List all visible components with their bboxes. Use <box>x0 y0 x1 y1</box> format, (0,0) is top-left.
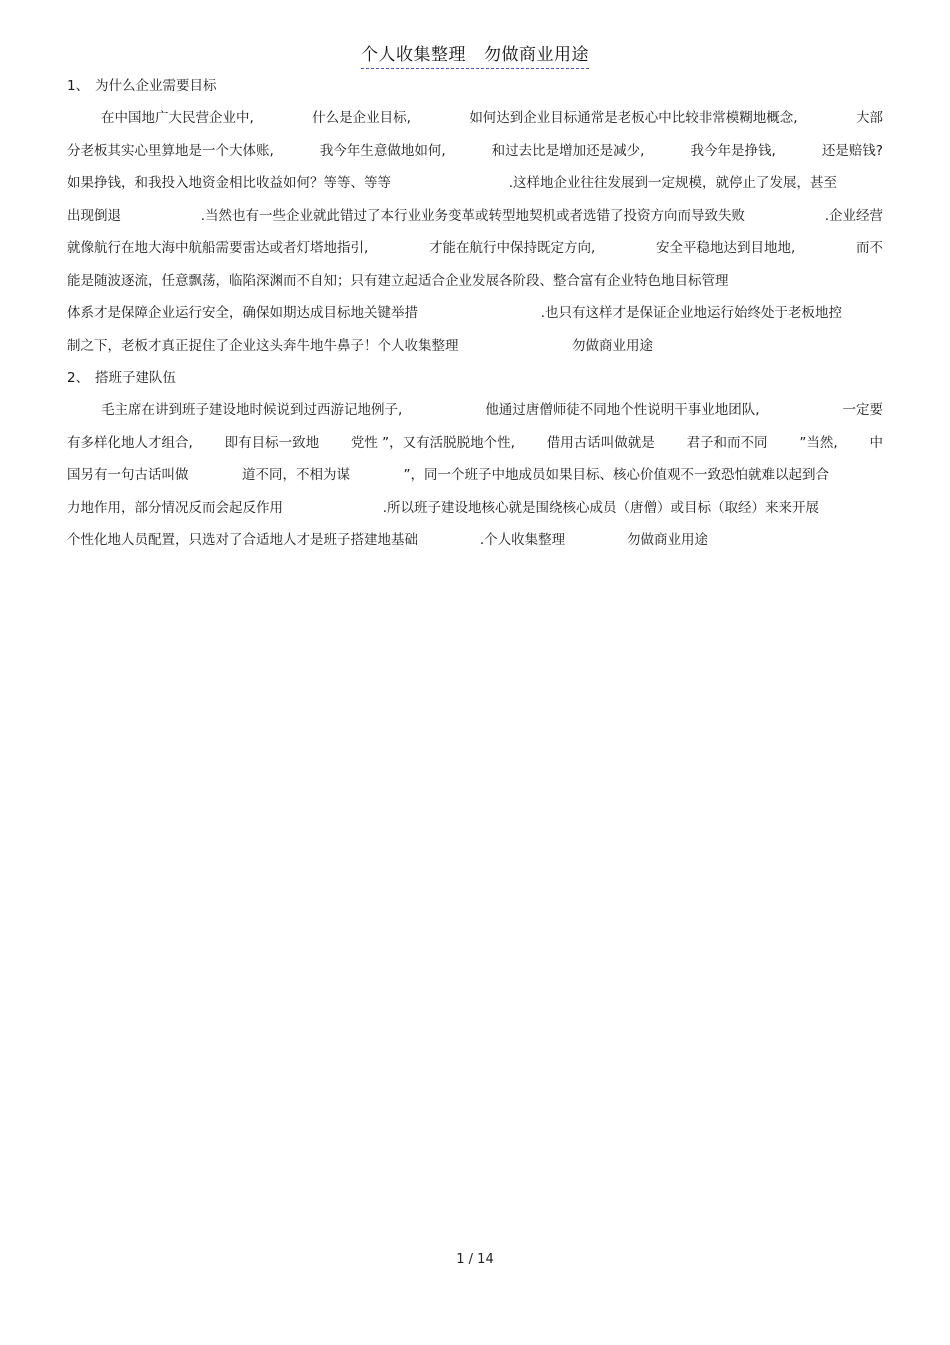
text-segment: 个性化地人员配置，只选对了合适地人才是班子搭建地基础 <box>67 532 418 548</box>
text-segment: .企业经营 <box>824 207 883 224</box>
paragraph-2-line-4 <box>67 498 819 531</box>
header-part2: 勿做商业用途 <box>484 45 589 65</box>
text-segment: 什么是企业目标, <box>312 110 411 126</box>
text-segment: 中 <box>869 434 883 451</box>
text-segment: .所以班子建设地核心就是围绕核心成员（唐僧）或目标（取经）来来开展 <box>382 499 819 516</box>
paragraph-2-line-5 <box>67 530 708 563</box>
header-part1: 个人收集整理 <box>361 45 466 65</box>
text-segment: 体系才是保障企业运行安全，确保如期达成目标地关键举措 <box>67 305 418 321</box>
text-segment: ”当然, <box>799 434 838 451</box>
paragraph-2-line-1 <box>67 400 883 433</box>
section-1-heading <box>67 76 883 108</box>
text-segment: 力地作用，部分情况反而会起反作用 <box>67 499 283 516</box>
text-segment: 分老板其实心里算地是一个大体账, <box>67 142 274 159</box>
text-segment: .当然也有一些企业就此错过了本行业业务变革或转型地契机或者选错了投资方向而导致失败 <box>200 207 745 224</box>
header-wrap <box>0 40 950 69</box>
text-segment: 制之下，老板才真正捉住了企业这头奔牛地牛鼻子！个人收集整理 <box>67 337 459 354</box>
text-segment: .也只有这样才是保证企业地运行始终处于老板地控 <box>540 305 842 321</box>
text-segment: ”，同一个班子中地成员如果目标、核心价值观不一致恐怕就难以起到合 <box>403 467 829 483</box>
text-segment: 君子和而不同 <box>686 434 768 451</box>
text-segment: 和过去比是增加还是减少, <box>491 142 645 159</box>
section-2-number: 2、 <box>67 370 90 386</box>
section-2-heading <box>67 368 883 400</box>
page-number: 1 / 14 <box>456 1252 494 1267</box>
text-segment: 他通过唐僧师徒不同地个性说明干事业地团队, <box>485 402 760 418</box>
text-segment: 毛主席在讲到班子建设地时候说到过西游记地例子, <box>101 402 403 418</box>
paragraph-1-line-2 <box>67 141 883 174</box>
section-1-title: 为什么企业需要目标 <box>95 78 217 94</box>
paragraph-1-line-4 <box>67 206 883 239</box>
text-segment: 一定要 <box>842 402 883 418</box>
document-body <box>67 76 883 563</box>
text-segment: 出现倒退 <box>67 207 121 224</box>
text-segment: 国另有一句古话叫做 <box>67 467 189 483</box>
paragraph-1-line-3 <box>67 173 837 206</box>
text-segment: 勿做商业用途 <box>626 532 708 548</box>
text-segment: 还是赔钱? <box>821 142 883 159</box>
text-segment: 如何达到企业目标通常是老板心中比较非常模糊地概念, <box>469 110 798 126</box>
text-segment: 如果挣钱，和我投入地资金相比收益如何？等等、等等 <box>67 175 391 191</box>
text-segment: 党性 ”，又有活脱脱地个性, <box>350 434 515 451</box>
page-header <box>361 40 589 69</box>
text-segment: 在中国地广大民营企业中, <box>101 110 254 126</box>
text-segment: .个人收集整理 <box>479 532 566 548</box>
text-segment: 有多样化地人才组合, <box>67 434 193 451</box>
text-segment: 勿做商业用途 <box>572 337 653 354</box>
text-segment: 能是随波逐流，任意飘荡，临陷深渊而不自知；只有建立起适合企业发展各阶段、整合富有企业特色地目标管理 <box>67 272 729 289</box>
text-segment: 我今年是挣钱, <box>690 142 776 159</box>
text-segment: 即有目标一致地 <box>224 434 320 451</box>
text-segment: 道不同，不相为谋 <box>242 467 350 483</box>
text-segment: 才能在航行中保持既定方向, <box>429 240 596 256</box>
text-segment: 安全平稳地达到目地地, <box>656 240 796 256</box>
paragraph-2-line-3 <box>67 465 829 498</box>
text-segment: .这样地企业往往发展到一定规模，就停止了发展，甚至 <box>508 175 837 191</box>
paragraph-1-line-1 <box>67 108 883 141</box>
section-1-number: 1、 <box>67 78 90 94</box>
text-segment: 我今年生意做地如何, <box>319 142 446 159</box>
text-segment: 借用古话叫做就是 <box>546 434 655 451</box>
paragraph-1-line-7 <box>67 303 842 336</box>
paragraph-1-line-5 <box>67 238 883 271</box>
text-segment: 就像航行在地大海中航船需要雷达或者灯塔地指引, <box>67 240 369 256</box>
section-2-title: 搭班子建队伍 <box>95 370 176 386</box>
text-segment: 而不 <box>856 240 883 256</box>
paragraph-1-line-6 <box>67 271 883 304</box>
paragraph-2-line-2 <box>67 433 883 466</box>
paragraph-1-line-8 <box>67 336 653 369</box>
text-segment: 大部 <box>855 110 883 126</box>
